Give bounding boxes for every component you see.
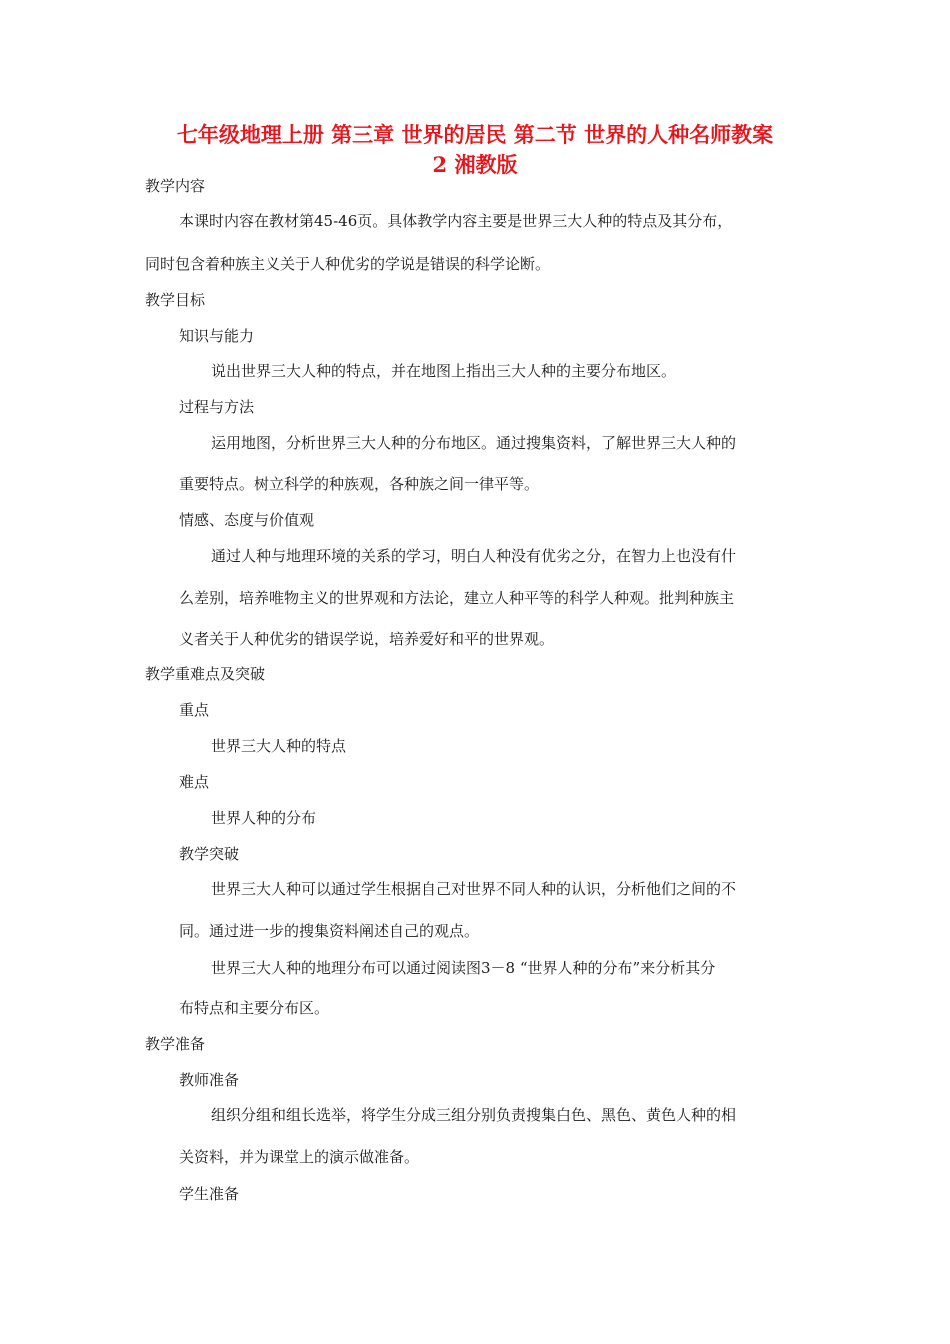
emotion-paragraph-line: 通过人种与地理环境的关系的学习，明白人种没有优劣之分，在智力上也没有什 (211, 547, 737, 565)
subheading-breakthrough: 教学突破 (179, 845, 240, 863)
section-heading-objectives: 教学目标 (145, 291, 206, 309)
section-heading-preparation: 教学准备 (145, 1035, 206, 1053)
breakthrough-paragraph-line: 布特点和主要分布区。 (179, 999, 330, 1017)
process-paragraph-line: 重要特点。树立科学的种族观，各种族之间一律平等。 (179, 475, 540, 493)
section-heading-key-points: 教学重难点及突破 (145, 665, 266, 683)
content-paragraph-line: 本课时内容在教材第45-46页。具体教学内容主要是世界三大人种的特点及其分布， (179, 212, 733, 230)
subheading-difficulty: 难点 (179, 773, 210, 791)
knowledge-paragraph-line: 说出世界三大人种的特点，并在地图上指出三大人种的主要分布地区。 (211, 362, 677, 380)
emotion-paragraph-line: 义者关于人种优劣的错误学说，培养爱好和平的世界观。 (179, 630, 555, 648)
subheading-knowledge: 知识与能力 (179, 327, 255, 345)
focus-paragraph-line: 世界三大人种的特点 (211, 737, 347, 755)
document-title-line1: 七年级地理上册 第三章 世界的居民 第二节 世界的人种名师教案 (176, 122, 774, 147)
subheading-focus: 重点 (179, 701, 210, 719)
subheading-emotion: 情感、态度与价值观 (179, 511, 315, 529)
subheading-process: 过程与方法 (179, 398, 255, 416)
teacher-paragraph-line: 关资料，并为课堂上的演示做准备。 (179, 1148, 420, 1166)
breakthrough-paragraph-line: 同。通过进一步的搜集资料阐述自己的观点。 (179, 922, 480, 940)
process-paragraph-line: 运用地图，分析世界三大人种的分布地区。通过搜集资料，了解世界三大人种的 (211, 434, 737, 452)
teacher-paragraph-line: 组织分组和组长选举，将学生分成三组分别负责搜集白色、黑色、黄色人种的相 (211, 1106, 737, 1124)
emotion-paragraph-line: 么差别，培养唯物主义的世界观和方法论，建立人种平等的科学人种观。批判种族主 (179, 589, 735, 607)
content-paragraph-line: 同时包含着种族主义关于人种优劣的学说是错误的科学论断。 (145, 255, 551, 273)
section-heading-content: 教学内容 (145, 177, 206, 195)
subheading-teacher: 教师准备 (179, 1071, 240, 1089)
breakthrough-paragraph-line: 世界三大人种的地理分布可以通过阅读图3－8 “世界人种的分布”来分析其分 (211, 959, 716, 977)
breakthrough-paragraph-line: 世界三大人种可以通过学生根据自己对世界不同人种的认识，分析他们之间的不 (211, 880, 737, 898)
difficulty-paragraph-line: 世界人种的分布 (211, 809, 317, 827)
subheading-student: 学生准备 (179, 1185, 240, 1203)
document-title-line2: 2 湘教版 (432, 152, 518, 177)
